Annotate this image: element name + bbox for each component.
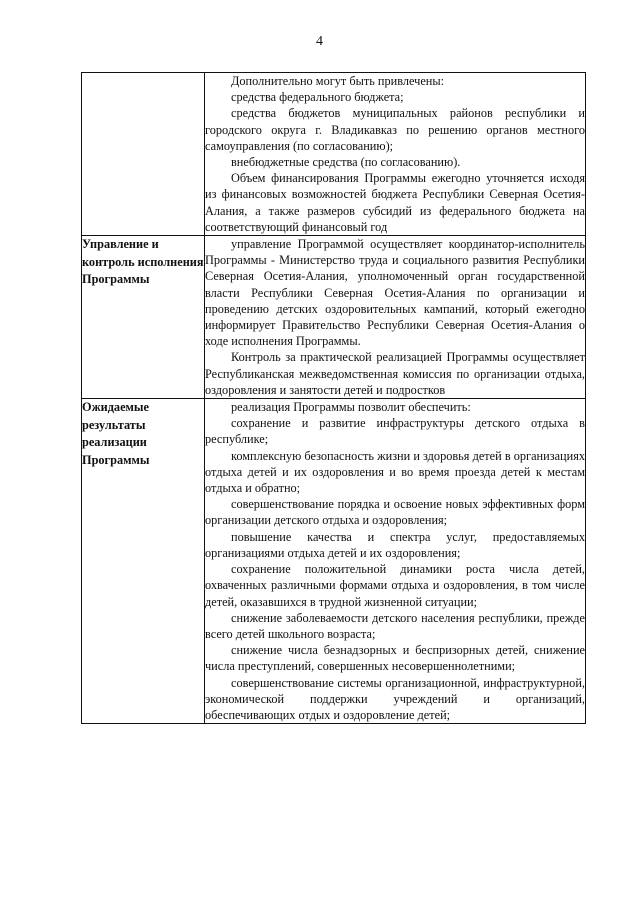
row-content-cell: [205, 236, 586, 399]
paragraph: управление Программой осуществляет координатор-исполнитель Программы - Министерство труда и социального развития Республики Северная Осетия-Алания, уполномоченный орган государственной власти Республики Северная Осетия-Алания по организации и проведению детских оздоровительных кампаний, который ежегодно информирует Правительство Республики Северная Осетия-Алания о ходе исполнения Программы.: [205, 237, 585, 349]
paragraph: сохранение положительной динамики роста числа детей, охваченных различными формами отдыха и оздоровления, в том числе детей, оказавшихся в трудной жизненной ситуации;: [205, 562, 585, 609]
paragraph: снижение числа безнадзорных и беспризорных детей, снижение числа преступлений, совершенных несовершеннолетними;: [205, 643, 585, 674]
paragraph: сохранение и развитие инфраструктуры детского отдыха в республике;: [205, 416, 585, 447]
row-label: Управление и контроль исполнения Программы: [82, 237, 204, 287]
table-row-expected-results: [82, 399, 586, 724]
program-passport-table: [81, 72, 586, 724]
paragraph: Контроль за практической реализацией Программы осуществляет Республиканская межведомственная комиссия по организации отдыха, оздоровления и занятости детей и подростков: [205, 350, 585, 397]
row-label-cell: [82, 399, 205, 724]
paragraph: средства бюджетов муниципальных районов республики и городского округа г. Владикавказ по решению органов местного самоуправления (по согласованию);: [205, 106, 585, 153]
paragraph: снижение заболеваемости детского населения республики, прежде всего детей школьного возраста;: [205, 610, 585, 641]
paragraph: комплексную безопасность жизни и здоровья детей в организациях отдыха детей и их оздоровления и во время проезда детей к местам отдыха и обратно;: [205, 448, 585, 496]
table-row-management: [82, 236, 586, 399]
row-label-cell: [82, 73, 205, 236]
paragraph: совершенствование системы организационной, инфраструктурной, экономической поддержки учреждений и организаций, обеспечивающих отдых и оздоровление детей;: [205, 675, 585, 722]
row-label-cell: [82, 236, 205, 399]
paragraph: внебюджетные средства (по согласованию).: [231, 155, 461, 170]
row-content-cell: [205, 399, 586, 724]
table-row-financing-continued: [82, 73, 586, 236]
paragraph: средства федерального бюджета;: [231, 90, 404, 105]
paragraph: совершенствование порядка и освоение новых эффективных форм организации детского отдыха и оздоровления;: [205, 497, 585, 528]
paragraph: Объем финансирования Программы ежегодно уточняется исходя из финансовых возможностей бюджета Республики Северная Осетия-Алания, а также размеров субсидий из федерального бюджета на соответствующий финансовый год: [205, 171, 585, 234]
row-label: Ожидаемые результаты реализации Программы: [82, 400, 150, 467]
page-number: 4: [316, 34, 323, 49]
paragraph: повышение качества и спектра услуг, предоставляемых организациями отдыха детей и их оздоровления;: [205, 529, 585, 560]
paragraph: Дополнительно могут быть привлечены:: [231, 74, 445, 88]
row-content-cell: [205, 73, 586, 236]
paragraph: реализация Программы позволит обеспечить:: [231, 400, 471, 415]
